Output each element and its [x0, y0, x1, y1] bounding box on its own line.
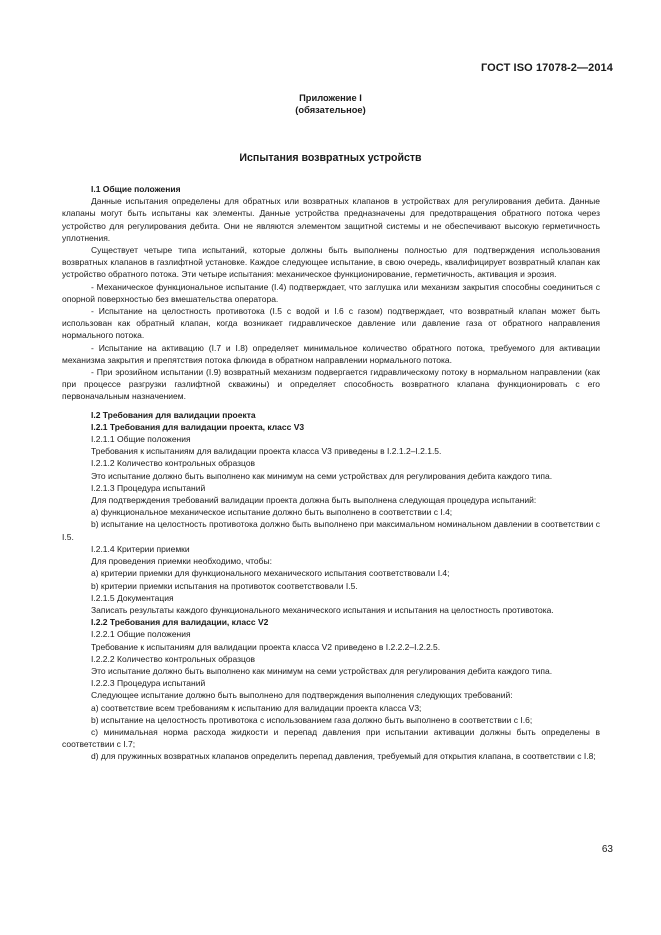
paragraph: - Испытание на целостность противотока (I.5 с водой и I.6 с газом) подтверждает, что возвратный клапан может быть использован как обратный клапан, когда возникает гидравлическое давление или давление газа от обратного направления нормального потока.	[62, 306, 600, 341]
paragraph: Это испытание должно быть выполнено как минимум на семи устройствах для регулирования дебита каждого типа.	[91, 470, 553, 481]
paragraph: - Испытание на активацию (I.7 и I.8) определяет минимальное количество обратного потока, требуемого для активации механизма закрытия и препятствия потока флюида в обратном направлении нормального потока.	[62, 342, 600, 365]
standard-header: ГОСТ ISO 17078-2—2014	[480, 62, 613, 74]
annex-heading	[0, 92, 661, 116]
subheading: I.2.2.2 Количество контрольных образцов	[91, 653, 256, 664]
subheading: I.2.1.3 Процедура испытаний	[91, 482, 206, 493]
paragraph: Записать результаты каждого функционального механического испытания и испытания на целостность противотока.	[91, 604, 554, 615]
list-item: d) для пружинных возвратных клапанов определить перепад давления, требуемый для открытия клапана, в соответствии с I.8;	[91, 751, 596, 762]
heading-i21: I.2.1 Требования для валидации проекта, класс V3	[91, 421, 305, 432]
list-item: а) соответствие всем требованиям к испытанию для валидации проекта класса V3;	[91, 702, 422, 713]
list-item: а) функциональное механическое испытание должно быть выполнено в соответствии с I.4;	[91, 507, 453, 518]
page-number: 63	[601, 844, 613, 855]
list-item: c) минимальная норма расхода жидкости и перепад давления при испытании активации должны быть определены в соответствии с I.7;	[62, 726, 600, 750]
heading-i22: I.2.2 Требования для валидации, класс V2	[91, 617, 269, 628]
heading-i1: I.1 Общие положения	[91, 184, 181, 194]
list-item: b) критерии приемки испытания на противоток соответствовали I.5.	[91, 580, 358, 591]
paragraph: Требования к испытаниям для валидации проекта класса V3 приведены в I.2.1.2–I.2.1.5.	[91, 446, 442, 457]
annex-title: Приложение I	[299, 93, 362, 103]
subheading: I.2.1.4 Критерии приемки	[91, 543, 190, 554]
paragraph: Для подтверждения требований валидации проекта должна быть выполнена следующая процедура испытаний:	[91, 495, 537, 506]
paragraph: Для проведения приемки необходимо, чтобы:	[91, 556, 272, 567]
paragraph: Следующее испытание должно быть выполнено для подтверждения выполнения следующих требований:	[91, 690, 513, 701]
subheading: I.2.1.5 Документация	[91, 592, 174, 603]
section-title: Испытания возвратных устройств	[239, 152, 422, 164]
subheading: I.2.1.2 Количество контрольных образцов	[91, 458, 256, 469]
subheading: I.2.1.1 Общие положения	[91, 434, 191, 445]
document-body	[62, 183, 600, 763]
paragraph: Данные испытания определены для обратных или возвратных клапанов в устройствах для регулирования дебита. Данные клапаны могут быть испытаны как элементы. Данные устройства предназначены для предотвращения обратного потока через устройство для регулирования дебита. Они не являются элементом защитной системы и не обеспечивают высокую герметичность уплотнения.	[62, 196, 600, 243]
subheading: I.2.2.1 Общие положения	[91, 629, 191, 640]
paragraph: Это испытание должно быть выполнено как минимум на семи устройствах для регулирования дебита каждого типа.	[91, 665, 553, 676]
paragraph: - При эрозийном испытании (I.9) возвратный механизм подвергается гидравлическому потоку в нормальном направлении (как при процессе разгрузки газлифтной скважины) и определяет способность возвратного клапана функционировать с его первоначальным назначением.	[62, 367, 600, 402]
list-item: а) критерии приемки для функционального механического испытания соответствовали I.4;	[91, 568, 450, 579]
subheading: I.2.2.3 Процедура испытаний	[91, 678, 206, 689]
paragraph: - Механическое функциональное испытание (I.4) подтверждает, что заглушка или механизм закрытия способны соединиться с опорной поверхностью без вмешательства оператора.	[62, 281, 600, 304]
paragraph: Существует четыре типа испытаний, которые должны быть выполнены полностью для подтверждения использования возвратных клапанов в газлифтной установке. Каждое следующее испытание, в свою очередь, квалифицирует возвратный клапан как устройство обратного потока. Эти четыре испытания: механическое функционирование, герметичность, активация и эрозия.	[62, 245, 600, 280]
annex-subtitle: (обязательное)	[295, 105, 366, 115]
heading-i2: I.2 Требования для валидации проекта	[91, 409, 256, 420]
paragraph: Требование к испытаниям для валидации проекта класса V2 приведено в I.2.2.2–I.2.2.5.	[91, 641, 441, 652]
list-item: b) испытание на целостность противотока должно быть выполнено при максимальном номинальном давлении в соответствии с I.5.	[62, 519, 600, 542]
list-item: b) испытание на целостность противотока с использованием газа должно быть выполнено в соответствии с I.6;	[91, 714, 533, 725]
